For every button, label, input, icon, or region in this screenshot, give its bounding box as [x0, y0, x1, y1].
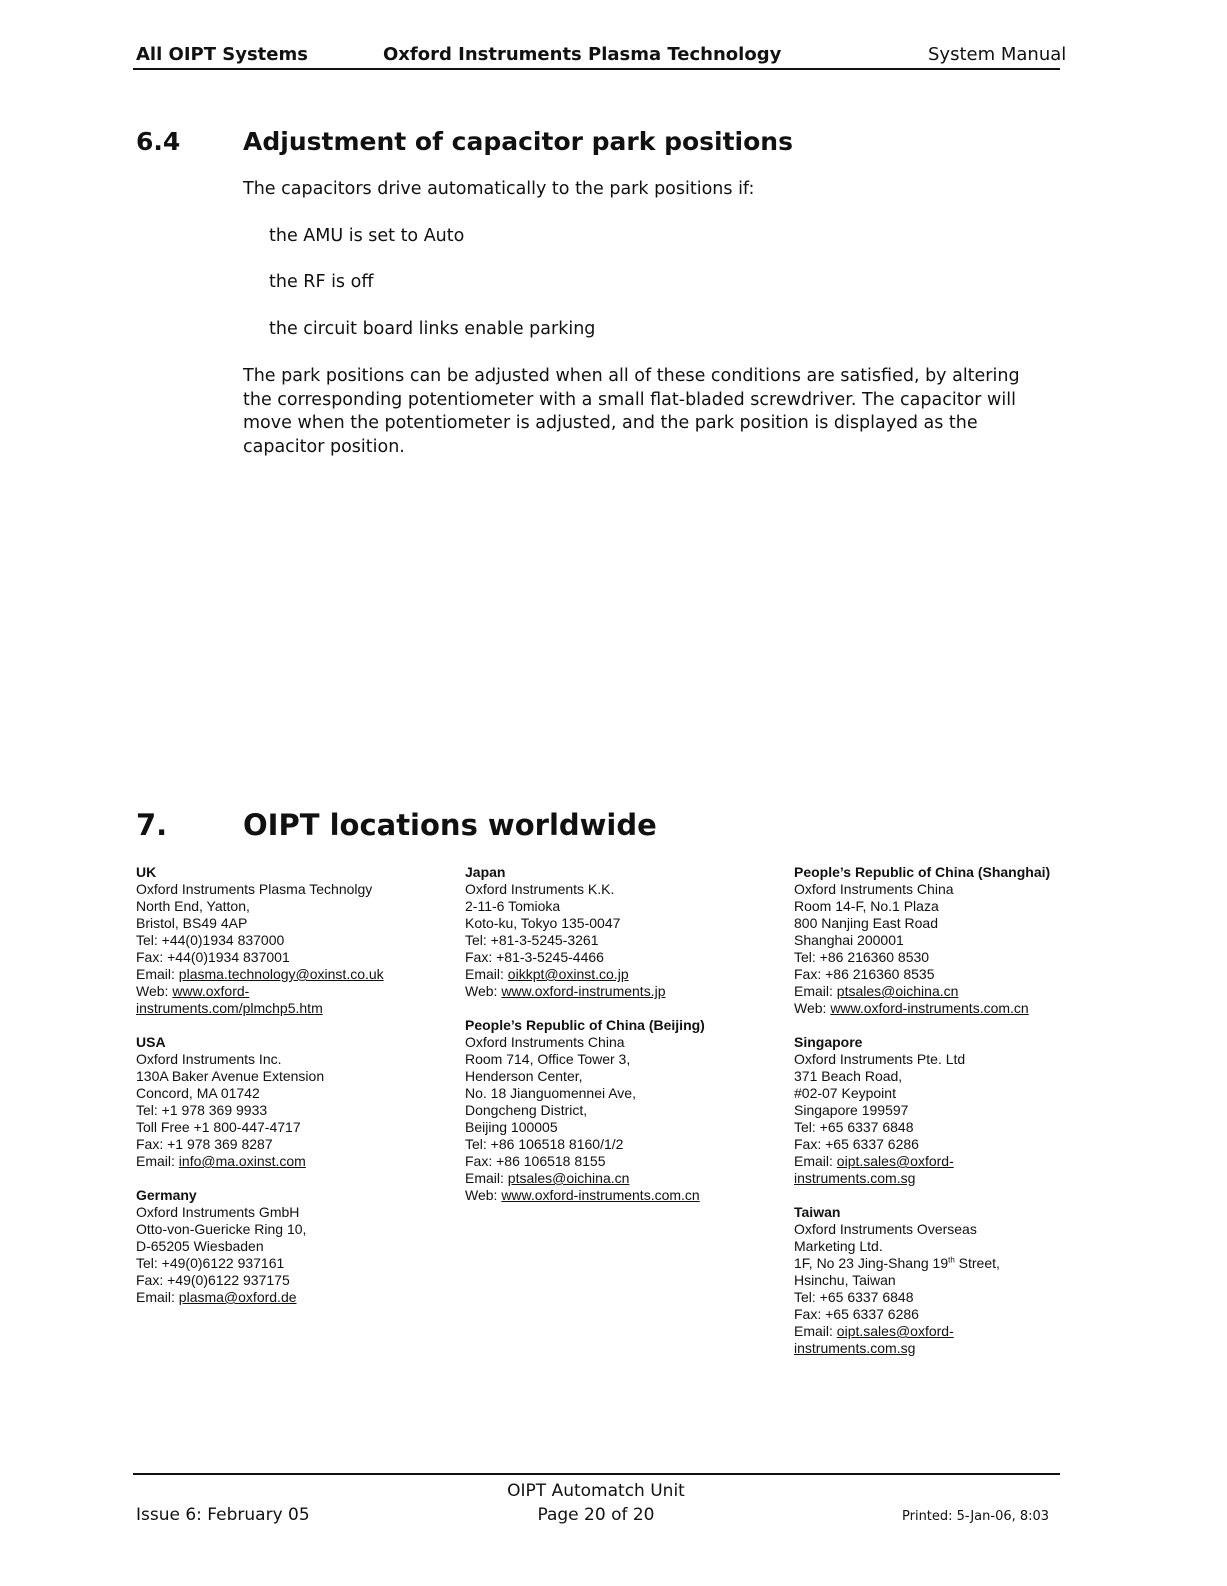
location-title: Singapore: [794, 1034, 863, 1050]
address-text: Web:: [465, 1187, 502, 1203]
location-block: [465, 864, 785, 1000]
address-line: [794, 1102, 1054, 1119]
address-text: Fax: +65 6337 6286: [794, 1306, 919, 1322]
web-link[interactable]: instruments.com.sg: [794, 1170, 916, 1186]
address-text: Oxford Instruments GmbH: [136, 1204, 300, 1220]
address-text: Hsinchu, Taiwan: [794, 1272, 896, 1288]
address-line: [794, 1000, 1054, 1017]
email-link[interactable]: info@ma.oxinst.com: [178, 1153, 306, 1169]
address-text: Fax: +81-3-5245-4466: [465, 949, 604, 965]
location-title: UK: [136, 864, 157, 880]
address-line: [794, 1085, 1054, 1102]
address-line: [794, 1306, 1054, 1323]
address-line: [136, 1272, 456, 1289]
address-text: Room 714, Office Tower 3,: [465, 1051, 631, 1067]
location-block: [136, 1187, 456, 1306]
address-text: Street,: [954, 1255, 1000, 1271]
web-link[interactable]: instruments.com/plmchp5.htm: [136, 1000, 323, 1016]
address-line: [465, 1136, 785, 1153]
web-link[interactable]: www.oxford-: [172, 983, 250, 999]
address-line: [136, 1000, 456, 1017]
address-text: Fax: +44(0)1934 837001: [136, 949, 290, 965]
address-line: [794, 983, 1054, 1000]
email-link[interactable]: plasma.technology@oxinst.co.uk: [178, 966, 384, 982]
address-text: Oxford Instruments China: [794, 881, 954, 897]
address-line: [136, 898, 456, 915]
header-system-scope: All OIPT Systems: [136, 44, 308, 65]
address-line: [465, 1153, 785, 1170]
location-block: [136, 864, 456, 1017]
section-title: Adjustment of capacitor park positions: [243, 127, 793, 156]
location-title: Japan: [465, 864, 506, 880]
address-text: Fax: +49(0)6122 937175: [136, 1272, 290, 1288]
locations-column: [794, 864, 1054, 1374]
address-line: [136, 1238, 456, 1255]
address-line: [465, 915, 785, 932]
address-text: Oxford Instruments Plasma Technolgy: [136, 881, 373, 897]
address-text: 2-11-6 Tomioka: [465, 898, 561, 914]
address-line: [794, 1068, 1054, 1085]
address-line: [136, 949, 456, 966]
web-link[interactable]: www.oxford-instruments.com.cn: [501, 1187, 700, 1203]
address-text: Tel: +49(0)6122 937161: [136, 1255, 285, 1271]
address-text: Dongcheng District,: [465, 1102, 588, 1118]
footer-page-number: Page 20 of 20: [537, 1505, 655, 1525]
section-number: 7.: [136, 808, 168, 842]
email-link[interactable]: oipt.sales@oxford-: [836, 1323, 954, 1339]
address-line: [794, 1153, 1054, 1170]
location-block: [794, 1034, 1054, 1187]
address-line: [136, 983, 456, 1000]
address-line: [136, 1221, 456, 1238]
address-text: Email:: [136, 966, 179, 982]
email-link[interactable]: ptsales@oichina.cn: [507, 1170, 630, 1186]
address-line: [465, 1085, 785, 1102]
web-link[interactable]: www.oxford-instruments.com.cn: [830, 1000, 1029, 1016]
address-text: D-65205 Wiesbaden: [136, 1238, 264, 1254]
address-text: Tel: +44(0)1934 837000: [136, 932, 285, 948]
address-text: Henderson Center,: [465, 1068, 583, 1084]
address-line: [794, 1340, 1054, 1357]
footer-printed-date: Printed: 5-Jan-06, 8:03: [902, 1509, 1050, 1524]
address-text: Beijing 100005: [465, 1119, 558, 1135]
location-block: [794, 864, 1054, 1017]
address-text: Bristol, BS49 4AP: [136, 915, 248, 931]
address-line: [794, 1255, 1054, 1272]
address-text: Email:: [465, 966, 508, 982]
address-line: [136, 1085, 456, 1102]
address-line: [465, 1102, 785, 1119]
address-text: Fax: +86 106518 8155: [465, 1153, 606, 1169]
address-line: [136, 1255, 456, 1272]
address-line: [465, 881, 785, 898]
address-line: [794, 1221, 1054, 1238]
address-text: North End, Yatton,: [136, 898, 250, 914]
header-doc-type: System Manual: [928, 44, 1067, 65]
condition-item: the circuit board links enable parking: [269, 319, 596, 339]
location-title: Taiwan: [794, 1204, 841, 1220]
address-text: Tel: +65 6337 6848: [794, 1289, 914, 1305]
address-line: [136, 1102, 456, 1119]
address-text: Koto-ku, Tokyo 135-0047: [465, 915, 621, 931]
location-title: People’s Republic of China (Beijing): [465, 1017, 705, 1033]
address-text: Otto-von-Guericke Ring 10,: [136, 1221, 307, 1237]
address-line: [465, 949, 785, 966]
address-line: [465, 983, 785, 1000]
address-text: Tel: +65 6337 6848: [794, 1119, 914, 1135]
address-line: [794, 881, 1054, 898]
address-text: Fax: +65 6337 6286: [794, 1136, 919, 1152]
location-block: [794, 1204, 1054, 1357]
address-line: [465, 1187, 785, 1204]
address-text: No. 18 Jianguomennei Ave,: [465, 1085, 636, 1101]
location-title: USA: [136, 1034, 166, 1050]
section-paragraph: The park positions can be adjusted when all of these conditions are satisfied, by altering the corresponding potentiometer with a small flat-bladed screwdriver. The capacitor will move when the potentiometer is adjusted, and the park position is displayed as the capacitor position.: [243, 366, 1020, 457]
address-text: Tel: +1 978 369 9933: [136, 1102, 268, 1118]
location-title: People’s Republic of China (Shanghai): [794, 864, 1051, 880]
header-divider: [133, 68, 1060, 70]
location-block: [465, 1017, 785, 1204]
address-line: [136, 1289, 456, 1306]
address-line: [794, 1170, 1054, 1187]
address-text: Tel: +86 106518 8160/1/2: [465, 1136, 624, 1152]
address-text: Web:: [794, 1000, 831, 1016]
address-text: 371 Beach Road,: [794, 1068, 903, 1084]
address-line: [136, 1136, 456, 1153]
address-line: [465, 898, 785, 915]
address-text: 130A Baker Avenue Extension: [136, 1068, 325, 1084]
address-line: [136, 915, 456, 932]
address-text: Singapore 199597: [794, 1102, 909, 1118]
address-line: [794, 1323, 1054, 1340]
address-line: [465, 1119, 785, 1136]
header-company: Oxford Instruments Plasma Technology: [383, 44, 782, 65]
address-line: [794, 1051, 1054, 1068]
email-link[interactable]: oipt.sales@oxford-: [836, 1153, 954, 1169]
address-line: [465, 1034, 785, 1051]
web-link[interactable]: instruments.com.sg: [794, 1340, 916, 1356]
address-line: [465, 932, 785, 949]
address-text: Marketing Ltd.: [794, 1238, 883, 1254]
section-title: OIPT locations worldwide: [243, 808, 657, 842]
address-text: Email:: [136, 1153, 179, 1169]
address-line: [794, 1119, 1054, 1136]
address-line: [136, 1204, 456, 1221]
address-line: [794, 898, 1054, 915]
locations-column: [136, 864, 456, 1323]
email-link[interactable]: plasma@oxford.de: [178, 1289, 297, 1305]
location-block: [136, 1034, 456, 1170]
address-text: Email:: [794, 1323, 837, 1339]
address-line: [465, 1051, 785, 1068]
condition-item: the AMU is set to Auto: [269, 226, 465, 246]
address-text: Oxford Instruments Pte. Ltd: [794, 1051, 966, 1067]
address-text: Fax: +1 978 369 8287: [136, 1136, 273, 1152]
address-line: [794, 1272, 1054, 1289]
address-line: [136, 932, 456, 949]
address-line: [136, 1068, 456, 1085]
address-text: Web:: [136, 983, 173, 999]
ordinal-suffix: th: [948, 1255, 955, 1265]
footer-divider: [133, 1473, 1060, 1475]
address-text: Oxford Instruments China: [465, 1034, 625, 1050]
address-line: [136, 1051, 456, 1068]
web-link[interactable]: www.oxford-instruments.jp: [501, 983, 666, 999]
email-link[interactable]: ptsales@oichina.cn: [836, 983, 959, 999]
condition-item: the RF is off: [269, 272, 374, 292]
address-text: Oxford Instruments K.K.: [465, 881, 615, 897]
address-text: Room 14-F, No.1 Plaza: [794, 898, 939, 914]
address-line: [794, 1136, 1054, 1153]
address-text: Concord, MA 01742: [136, 1085, 260, 1101]
locations-column: [465, 864, 785, 1221]
address-line: [794, 966, 1054, 983]
address-text: Tel: +81-3-5245-3261: [465, 932, 599, 948]
footer-doc-title: OIPT Automatch Unit: [507, 1481, 685, 1501]
address-line: [136, 1153, 456, 1170]
address-text: 800 Nanjing East Road: [794, 915, 938, 931]
footer-issue: Issue 6: February 05: [136, 1505, 310, 1525]
address-line: [794, 1238, 1054, 1255]
address-line: [136, 966, 456, 983]
address-text: Shanghai 200001: [794, 932, 904, 948]
address-text: Tel: +86 216360 8530: [794, 949, 930, 965]
address-text: 1F, No 23 Jing-Shang 19: [794, 1255, 949, 1271]
section-intro: The capacitors drive automatically to the park positions if:: [243, 179, 755, 199]
address-line: [794, 915, 1054, 932]
location-title: Germany: [136, 1187, 197, 1203]
address-text: Fax: +86 216360 8535: [794, 966, 935, 982]
address-text: Web:: [465, 983, 502, 999]
address-line: [465, 1068, 785, 1085]
address-line: [794, 1289, 1054, 1306]
address-line: [794, 932, 1054, 949]
address-text: #02-07 Keypoint: [794, 1085, 896, 1101]
address-text: Toll Free +1 800-447-4717: [136, 1119, 301, 1135]
address-text: Oxford Instruments Overseas: [794, 1221, 977, 1237]
address-text: Email:: [136, 1289, 179, 1305]
address-line: [136, 1119, 456, 1136]
address-line: [465, 966, 785, 983]
address-text: Email:: [794, 983, 837, 999]
address-text: Oxford Instruments Inc.: [136, 1051, 282, 1067]
address-text: Email:: [794, 1153, 837, 1169]
address-line: [136, 881, 456, 898]
email-link[interactable]: oikkpt@oxinst.co.jp: [507, 966, 629, 982]
section-number: 6.4: [136, 127, 181, 156]
address-line: [794, 949, 1054, 966]
address-line: [465, 1170, 785, 1187]
address-text: Email:: [465, 1170, 508, 1186]
